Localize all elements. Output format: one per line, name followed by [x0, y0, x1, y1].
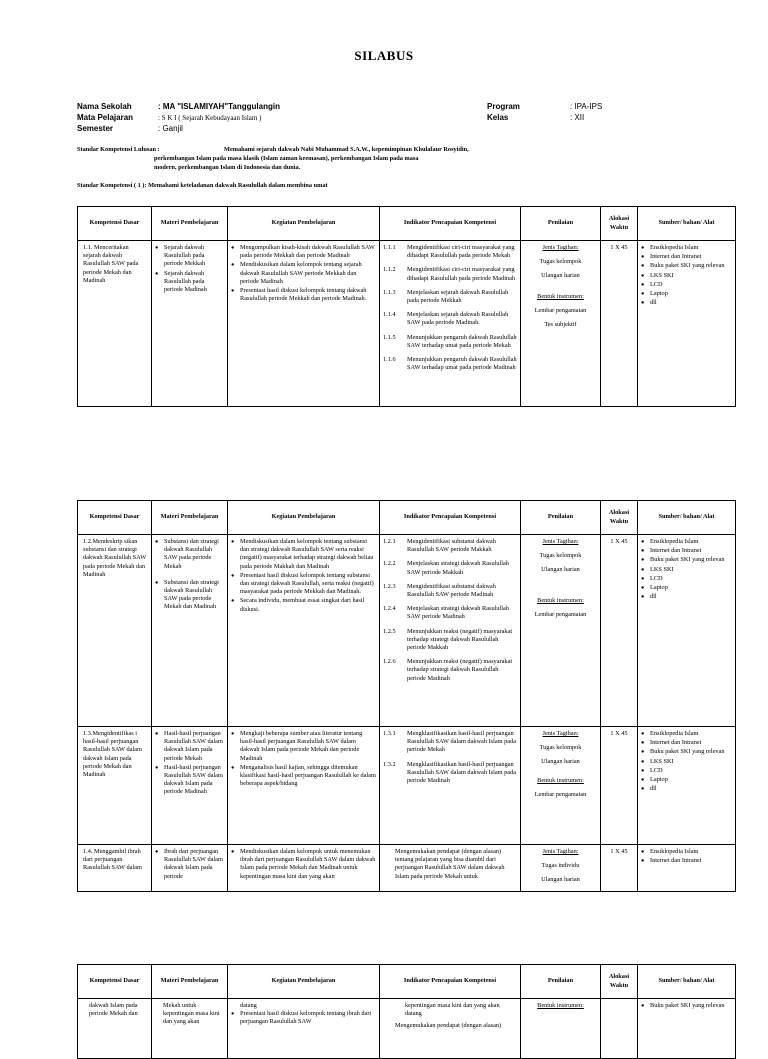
col-header: Alokasi Waktu	[601, 501, 638, 535]
list-item: ● Buku paket SKI yang relevan	[641, 748, 732, 756]
list-item: ● Substansi dan strategi dakwah Rasulullah SAW pada periode Mekah	[155, 538, 224, 571]
indicator-text: Menunjukkan pengaruh dakwah Rasulullah SAW terhadap umat pada periode Madinah	[407, 356, 517, 372]
kd-cell: 1.1. Menceritakan sejarah dakwah Rasulullah SAW pada periode Mekah dan Madinah	[83, 244, 139, 284]
list-item: ● Internet dan Intranet	[641, 739, 732, 747]
table-row	[78, 535, 736, 727]
col-header: Sumber/ bahan/ Alat	[638, 965, 736, 999]
list-item: ● Ensiklopedia Islam	[641, 538, 732, 546]
standar-kompetensi: Standar Kompetensi ( 1 ): Memahami keteladanan dakwah Rasulullah dalam membina umat	[77, 182, 328, 189]
list-item: ● Ibrah dari perjuangan Rasulullah SAW dalam dakwah Islam pada periode	[155, 848, 224, 881]
col-header: Penilaian	[521, 965, 601, 999]
list-item: ● Presentasi hasil diskusi kelompok tentang ibrah dari perjuangan Rasulullah SAW	[231, 1010, 376, 1026]
col-header: Penilaian	[521, 501, 601, 535]
semester-label: Semester	[77, 124, 114, 133]
list-item: ● Menganalisis hasil kajian, sehingga ditemukan klasifikasi hasil-hasil perjuangan Rasulullah ke dalam beberapa aspek/bidang	[231, 764, 376, 789]
instrument-item: Lembar pengamatan	[534, 306, 587, 314]
list-item: ● Laptop	[641, 584, 732, 592]
indicator-number: 1.2.1	[383, 538, 396, 545]
list-item: ● Internet dan Intranet	[641, 253, 732, 261]
kd-cell: 1.4. Menggambil ibrah dari perjuangan Rasulullah SAW dalam	[83, 848, 142, 872]
list-item: ● Mendiskusikan dalam kelompok tentang sejarah dakwah Rasulullah SAW periode Mekkah dan periode Madinah	[231, 261, 376, 286]
assessment-item: Tugas kelompok	[539, 258, 582, 266]
indicator-text: Mengemukakan pendapat (dengan alasan) tentang pelajaran yang bisa diambil dari perjuangan Rasulullah SAW dalam dakwah Islam pada periode Mekah untuk	[395, 848, 505, 880]
list-item: ● Buku paket SKI yang relevan	[641, 262, 732, 270]
instrument-label: Bentuk instrumen:	[537, 292, 584, 300]
indicator-continued: kepentingan masa kini dan yang akan datang	[405, 1002, 500, 1018]
list-item: ● Mendiskusikan dalam kelompok tentang substansi dan strategi dakwah Rasulullah SAW serta reaksi (negatif) masyarakat terhadap strategi dakwah beliau pada periode Makkah dan Madinah	[231, 538, 376, 571]
indicator-number: 1.1.3	[383, 288, 396, 296]
subject-label: Mata Pelajaran	[77, 113, 134, 122]
subject-value: : S K I ( Sejarah Kebudayaan Islam )	[158, 114, 262, 122]
col-header: Kegiatan Pembelajaran	[228, 965, 380, 999]
indicator-number: 1.2.6	[383, 658, 396, 666]
list-item: ● Mengkaji beberapa sumber atau literatur tentang hasil-hasil perjuangan Rasulullah SAW dalam dakwah Islam pada periode Mekah dan periode Madinah	[231, 730, 376, 763]
col-header: Kegiatan Pembelajaran	[228, 207, 380, 241]
indicator-text: Menunjukkan reaksi (negatif) masyarakat terhadap strategi dakwah Rasulullah periode Makkah	[407, 627, 513, 652]
instrument-item: Tes subjektif	[544, 321, 577, 329]
list-item: ● LKS SKI	[641, 758, 732, 766]
indicator-text: Menjelaskan strategi dakwah Rasulullah SAW periode Madinah	[407, 605, 509, 621]
list-item: ● LCD	[641, 767, 732, 775]
assessment-item: Ulangan harian	[541, 758, 580, 766]
col-header: Indikator Pencapaian Kompetensi	[380, 207, 521, 241]
assessment-type-label: Jenis Tagihan:	[542, 848, 579, 855]
table-row	[78, 845, 736, 892]
skl-label: Standar Kompetensi Lulusan :	[77, 146, 160, 153]
list-item: ● LCD	[641, 281, 732, 289]
indicator-text: Mengklasifikasikan hasil-hasil perjuangan Rasulullah SAW dalam dakwah Islam pada periode Madinah	[407, 760, 517, 785]
table-3-viewport	[77, 964, 737, 1030]
col-header: Materi Pembelajaran	[152, 965, 228, 999]
indicator-text: Mengidentifikasi substansi dakwah Rasulullah SAW periode Makkah	[407, 538, 496, 554]
list-item: ● Sejarah dakwah Rasulullah pada periode Madinah	[155, 270, 224, 295]
program-label: Program	[487, 102, 520, 111]
list-item: ● Hasil-hasil perjuangan Rasulullah SAW dalam dakwah Islam pada periode Madinah	[155, 764, 224, 797]
assessment-item: Ulangan harian	[541, 876, 580, 884]
indicator-number: 1.2.2	[383, 560, 396, 568]
skl-line-2: perkembangan Islam pada masa klasik (Islam zaman keemasan), perkembangan Islam pada masa	[154, 155, 419, 162]
indicator-number: 1.3.2	[383, 760, 396, 768]
assessment-type-label: Jenis Tagihan:	[542, 730, 579, 737]
silabus-table-1	[77, 206, 736, 407]
class-label: Kelas	[487, 113, 509, 122]
list-item: ● Sejarah dakwah Rasulullah pada periode Mekkah	[155, 244, 224, 269]
instrument-label: Bentuk instrumen:	[537, 596, 584, 604]
col-header: Materi Pembelajaran	[152, 501, 228, 535]
list-item: ● dll	[641, 785, 732, 793]
kd-cell: 1.3.Mengidentifikas i hasil-hasil perjuangan Rasulullah SAW dalam dakwah Islam pada periode Mekah dan Madinah	[83, 730, 142, 779]
indicator-number: 1.2.4	[383, 605, 396, 613]
list-item: ● Ensiklopedia Islam	[641, 848, 732, 856]
kd-cell: dakwah Islam pada periode Mekah dan	[89, 1002, 138, 1018]
class-value: : XII	[570, 113, 585, 122]
indicator-number: 1.1.6	[383, 356, 396, 364]
col-header: Kegiatan Pembelajaran	[228, 501, 380, 535]
list-item: ● Internet dan Intranet	[641, 857, 732, 865]
col-header: Penilaian	[521, 207, 601, 241]
col-header: Kompetensi Dasar	[78, 501, 152, 535]
list-item: ● Laptop	[641, 776, 732, 784]
indicator-text: Mengidentifikasi ciri-ciri masyarakat yang dihadapi Rasulullah pada periode Mekah	[407, 244, 515, 260]
col-header: Alokasi Waktu	[601, 965, 638, 999]
col-header: Indikator Pencapaian Kompetensi	[380, 965, 521, 999]
table-row	[78, 241, 736, 407]
school-value: : MA "ISLAMIYAH"Tanggulangin	[158, 102, 280, 111]
indicator-text: Menjelaskan sejarah dakwah Rasulullah SAW pada periode Madinah.	[407, 311, 509, 327]
indicator-text: Menjelaskan strategi dakwah Rasulullah SAW periode Makkah	[407, 560, 509, 576]
school-label: Nama Sekolah	[77, 102, 132, 111]
col-header: Sumber/ bahan/ Alat	[638, 207, 736, 241]
list-item: ● Mendiskusikan dalam kelompok untuk menemukan ibrah dari perjuangan Rasulullah SAW dalam dakwah Islam pada periode Mekah dan Madinah untuk kepentingan masa kini dan yang akan	[231, 848, 376, 881]
indicator-text: Mengidentifikasi substansi dakwah Rasulullah SAW periode Madinah	[407, 582, 496, 599]
list-item: ● Secara individu, membuat essai singkat dari hasil diskusi.	[231, 597, 376, 613]
time-allocation: 1 X 45	[610, 730, 628, 737]
list-item: ● Mengumpulkan kisah-kisah dakwah Rasulullah SAW pada periode Mekkah dan periode Madinah	[231, 244, 376, 260]
list-item: ● LKS SKI	[641, 272, 732, 280]
indicator-text: Menunjukkan reaksi (negatif) masyarakat terhadap strategi dakwah Rasulullah periode Madinah	[407, 658, 513, 682]
assessment-item: Ulangan harian	[541, 272, 580, 280]
assessment-item: Tugas kelompok	[539, 744, 582, 752]
assessment-type-label: Jenis Tagihan:	[542, 244, 579, 251]
skl-line-3: modern, perkembangan Islam di Indonesia dan dunia.	[154, 164, 301, 171]
table-row	[78, 727, 736, 845]
list-item: ● Substansi dan strategi dakwah Rasulullah SAW pada periode Mekah dan Madinah	[155, 579, 224, 612]
indicator-number: 1.2.5	[383, 627, 396, 635]
assessment-item: Ulangan harian	[541, 566, 580, 574]
indicator-number: 1.1.5	[383, 333, 396, 341]
indicator-number: 1.2.3	[383, 582, 396, 590]
indicator-text: Mengklasifikasikan hasil-hasil perjuangan Rasulullah SAW dalam dakwah Islam pada periode Mekah	[407, 730, 517, 754]
list-item: ● Ensiklopedia Islam	[641, 244, 732, 252]
page-title: SILABUS	[354, 48, 414, 63]
list-item: ● Ensiklopedia Islam	[641, 730, 732, 738]
col-header: Alokasi Waktu	[601, 207, 638, 241]
list-item: ● LKS SKI	[641, 566, 732, 574]
kegiatan-continued: datang	[240, 1002, 257, 1009]
list-item: ● Internet dan Intranet	[641, 547, 732, 555]
assessment-item: Tugas individu	[541, 862, 580, 870]
list-item: ● dll	[641, 593, 732, 601]
list-item: ● LCD	[641, 575, 732, 583]
indicator-number: 1.1.4	[383, 311, 396, 319]
skl-line-1: Memahami sejarah dakwah Nabi Muhammad S.A.W., kepemimpinan Khulafaur Rosyidin,	[224, 146, 469, 153]
assessment-type-label: Jenis Tagihan:	[542, 538, 579, 545]
time-allocation: 1 X 45	[610, 848, 628, 855]
assessment-item: Tugas kelompok	[539, 552, 582, 560]
instrument-item: Lembar pengamatan	[534, 790, 587, 798]
indicator-number: 1.1.1	[383, 244, 396, 251]
indicator-text: Mengidentifikasi ciri-ciri masyarakat yang dihadapi Rasulullah pada periode Madinah	[407, 266, 516, 282]
time-allocation: 1 X 45	[610, 244, 628, 251]
col-header: Indikator Pencapaian Kompetensi	[380, 501, 521, 535]
program-value: : IPA-IPS	[570, 102, 603, 111]
indicator-text: Menunjukkan pengaruh dakwah Rasulullah SAW terhadap umat pada periode Mekah	[407, 333, 517, 349]
list-item: ● Buku paket SKI yang relevan	[641, 1002, 732, 1010]
table-row	[78, 999, 736, 1059]
kd-cell: 1.2.Mendeskrip sikan substansi dan strategi dakwah Rasulullah SAW pada periode Mekah dan Madinah	[83, 538, 147, 578]
list-item: ● Presentasi hasil diskusi kelompok tentang dakwah Rasulullah periode Mekkah dan periode Madinah.	[231, 287, 376, 303]
indicator-number: 1.3.1	[383, 730, 396, 737]
instrument-label: Bentuk instrumen:	[537, 1002, 584, 1009]
list-item: ● Laptop	[641, 290, 732, 298]
list-item: ● dll	[641, 299, 732, 307]
list-item: ● Presentasi hasil diskusi kelompok tentang substansi dan strategi dakwah Rasulullah, serta reaksi (negatif) masyarakat pada periode Mekkah dan Madinah.	[231, 572, 376, 597]
list-item: ● Buku paket SKI yang relevan	[641, 556, 732, 564]
instrument-item: Lembar pengamatan	[534, 610, 587, 618]
silabus-table-2	[77, 500, 736, 892]
indicator-text: Mengemukakan pendapat (dengan alasan)	[395, 1022, 502, 1030]
semester-value: : Ganjil	[158, 124, 183, 133]
indicator-text: Menjelaskan sejarah dakwah Rasulullah pada periode Mekkah	[407, 288, 509, 305]
col-header: Materi Pembelajaran	[152, 207, 228, 241]
time-allocation: 1 X 45	[610, 538, 628, 545]
col-header: Sumber/ bahan/ Alat	[638, 501, 736, 535]
col-header: Kompetensi Dasar	[78, 207, 152, 241]
materi-cell: Mekah untuk kepentingan masa kini dan yang akan	[163, 1002, 220, 1026]
col-header: Kompetensi Dasar	[78, 965, 152, 999]
instrument-label: Bentuk instrumen:	[537, 776, 584, 784]
silabus-table-3	[77, 964, 736, 1059]
indicator-number: 1.1.2	[383, 266, 396, 274]
list-item: ● Hasil-hasil perjuangan Rasulullah SAW dalam dakwah Islam pada periode Mekah	[155, 730, 224, 763]
